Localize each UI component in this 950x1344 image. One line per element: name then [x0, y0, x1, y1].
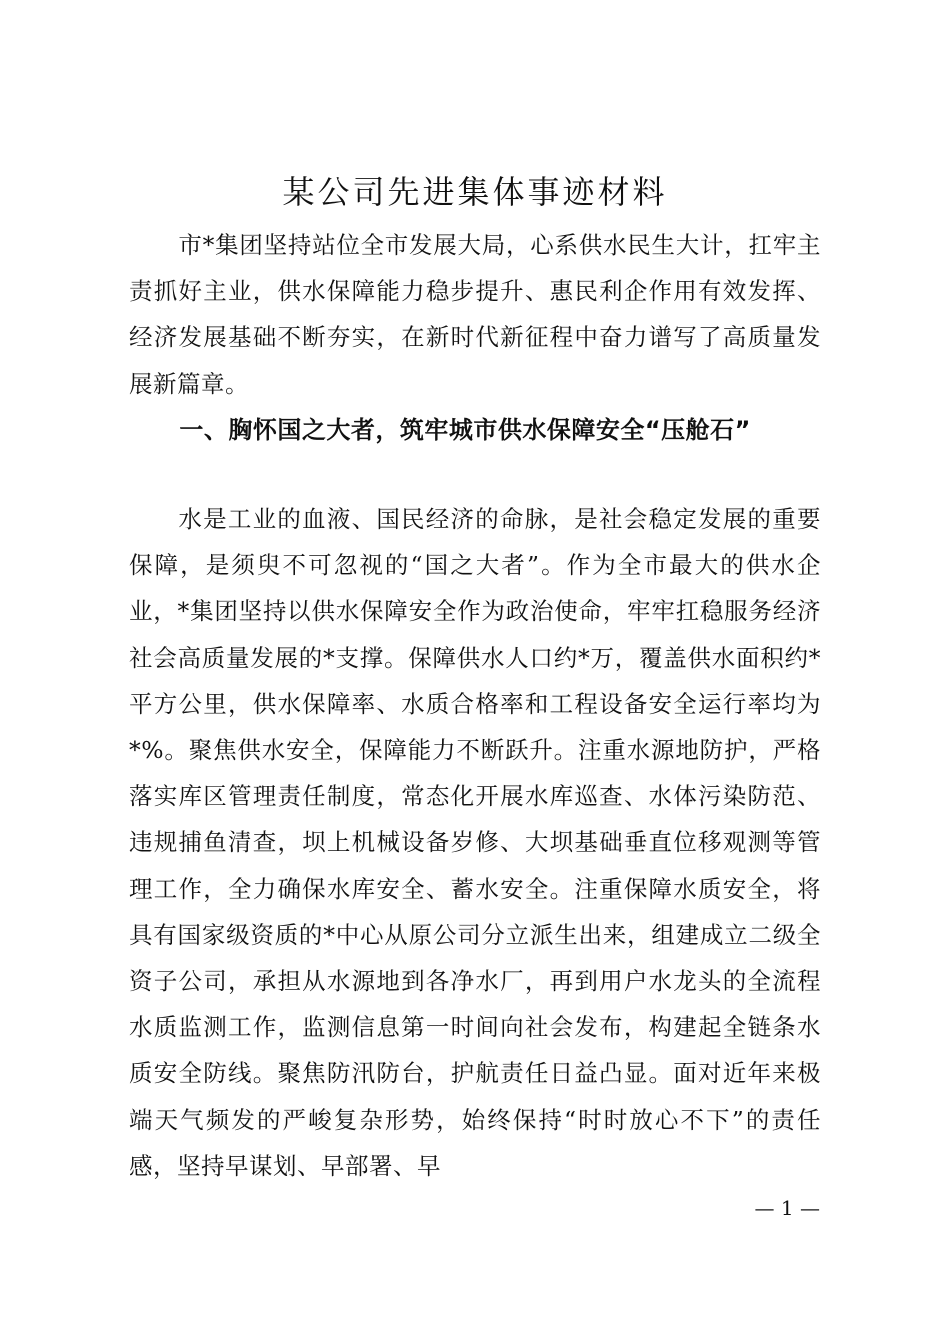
section-heading: 一、胸怀国之大者，筑牢城市供水保障安全“压舱石”	[179, 416, 751, 444]
page-number: — 1 —	[754, 1196, 820, 1220]
document-title: 某公司先进集体事迹材料	[282, 173, 668, 211]
intro-paragraph: 市*集团坚持站位全市发展大局，心系供水民生大计，扛牢主责抓好主业，供水保障能力稳步提升、惠民利企作用有效发挥、经济发展基础不断夯实，在新时代新征程中奋力谱写了高质量发展新篇章。	[129, 231, 821, 398]
section-paragraph: 水是工业的血液、国民经济的命脉，是社会稳定发展的重要保障，是须臾不可忽视的“国之大者”。作为全市最大的供水企业，*集团坚持以供水保障安全作为政治使命，牢牢扛稳服务经济社会高质量发展的*支撑。保障供水人口约*万，覆盖供水面积约*平方公里，供水保障率、水质合格率和工程设备安全运行率均为*%。聚焦供水安全，保障能力不断跃升。注重水源地防护，严格落实库区管理责任制度，常态化开展水库巡查、水体污染防范、违规捕鱼清查，坝上机械设备岁修、大坝基础垂直位移观测等管理工作，全力确保水库安全、蓄水安全。注重保障水质安全，将具有国家级资质的*中心从原公司分立派生出来，组建成立二级全资子公司，承担从水源地到各净水厂，再到用户水龙头的全流程水质监测工作，监测信息第一时间向社会发布，构建起全链条水质安全防线。聚焦防汛防台，护航责任日益凸显。面对近年来极端天气频发的严峻复杂形势，始终保持“时时放心不下”的责任感，坚持早谋划、早部署、早	[129, 505, 821, 1180]
